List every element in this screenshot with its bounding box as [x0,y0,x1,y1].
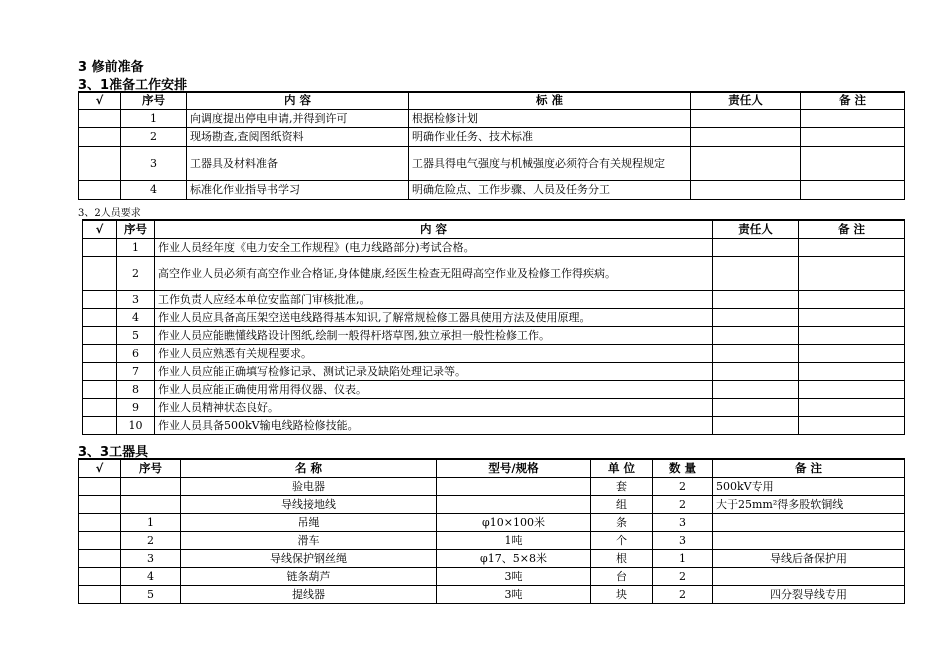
tool-unit: 组 [591,495,653,513]
remarks-cell[interactable] [799,308,905,326]
tool-qty: 2 [653,495,713,513]
row-content: 高空作业人员必须有高空作业合格证,身体健康,经医生检查无阻碍高空作业及检修工作得疾病。 [155,256,713,290]
header-content: 内 容 [187,92,409,109]
table-row [83,290,905,308]
tool-name: 滑车 [181,531,437,549]
row-no: 2 [121,127,187,146]
row-no: 4 [117,308,155,326]
header-check: √ [83,220,117,238]
tools-table [78,458,905,604]
row-no: 5 [117,326,155,344]
personnel-requirements-table [82,219,905,435]
table-row [83,238,905,256]
row-no: 5 [121,585,181,603]
table-row [83,416,905,434]
table-row [79,531,905,549]
tool-spec [437,477,591,495]
tool-qty: 1 [653,549,713,567]
responsible-cell[interactable] [713,398,799,416]
header-qty: 数 量 [653,459,713,477]
tool-qty: 3 [653,513,713,531]
remarks-cell[interactable] [799,238,905,256]
header-remarks: 备 注 [801,92,905,109]
check-cell[interactable] [83,308,117,326]
tool-remarks [713,567,905,585]
remarks-cell[interactable] [799,326,905,344]
row-no: 3 [117,290,155,308]
table-row [79,477,905,495]
check-cell[interactable] [79,531,121,549]
tool-remarks: 四分裂导线专用 [713,585,905,603]
row-no: 3 [121,549,181,567]
tool-spec: 3吨 [437,585,591,603]
header-responsible: 责任人 [691,92,801,109]
remarks-cell[interactable] [801,180,905,199]
tool-spec [437,495,591,513]
tool-unit: 套 [591,477,653,495]
row-no [121,495,181,513]
check-cell[interactable] [83,344,117,362]
row-standard: 明确危险点、工作步骤、人员及任务分工 [409,180,691,199]
row-no: 4 [121,180,187,199]
row-no: 2 [121,531,181,549]
table-row [79,127,905,146]
remarks-cell[interactable] [799,290,905,308]
header-remarks: 备 注 [799,220,905,238]
tool-name: 导线保护钢丝绳 [181,549,437,567]
table-row [83,362,905,380]
remarks-cell[interactable] [799,362,905,380]
tool-unit: 台 [591,567,653,585]
table-row [83,308,905,326]
row-no: 3 [121,146,187,180]
table-row [79,513,905,531]
table-row [79,585,905,603]
responsible-cell[interactable] [691,127,801,146]
check-cell[interactable] [79,567,121,585]
tool-remarks: 大于25mm²得多股软铜线 [713,495,905,513]
row-content: 作业人员应能正确填写检修记录、测试记录及缺陷处理记录等。 [155,362,713,380]
row-content: 作业人员应能正确使用常用得仪器、仪表。 [155,380,713,398]
tool-unit: 块 [591,585,653,603]
tool-qty: 3 [653,531,713,549]
row-content: 作业人员应具备高压架空送电线路得基本知识,了解常规检修工器具使用方法及使用原理。 [155,308,713,326]
header-no: 序号 [121,92,187,109]
check-cell[interactable] [79,477,121,495]
tool-remarks [713,513,905,531]
check-cell[interactable] [79,495,121,513]
tool-name: 提线器 [181,585,437,603]
row-content: 作业人员精神状态良好。 [155,398,713,416]
tool-unit: 个 [591,531,653,549]
row-content: 标准化作业指导书学习 [187,180,409,199]
row-no: 9 [117,398,155,416]
remarks-cell[interactable] [801,127,905,146]
check-cell[interactable] [79,513,121,531]
responsible-cell[interactable] [713,344,799,362]
table-row [79,495,905,513]
row-content: 作业人员具备500kV输电线路检修技能。 [155,416,713,434]
table-row [83,326,905,344]
table-row [83,344,905,362]
tool-name: 链条葫芦 [181,567,437,585]
responsible-cell[interactable] [713,308,799,326]
header-spec: 型号/规格 [437,459,591,477]
header-standard: 标 准 [409,92,691,109]
responsible-cell[interactable] [713,380,799,398]
remarks-cell[interactable] [801,109,905,127]
responsible-cell[interactable] [713,238,799,256]
check-cell[interactable] [83,398,117,416]
remarks-cell[interactable] [799,416,905,434]
row-standard: 明确作业任务、技术标准 [409,127,691,146]
section-3-1-title: 3、1准备工作安排 [78,78,188,93]
check-cell[interactable] [83,290,117,308]
tool-spec: 1吨 [437,531,591,549]
row-content: 作业人员应能瞧懂线路设计图纸,绘制一般得杆塔草图,独立承担一般性检修工作。 [155,326,713,344]
header-unit: 单 位 [591,459,653,477]
section-3-3-title: 3、3工器具 [78,445,149,460]
tool-spec: φ10×100米 [437,513,591,531]
row-content: 向调度提出停电申请,并得到许可 [187,109,409,127]
check-cell[interactable] [83,380,117,398]
tool-name: 验电器 [181,477,437,495]
row-no: 2 [117,256,155,290]
row-content: 现场勘查,查阅图纸资料 [187,127,409,146]
responsible-cell[interactable] [691,180,801,199]
tool-name: 导线接地线 [181,495,437,513]
table-row [79,567,905,585]
table-row [79,549,905,567]
check-cell[interactable] [83,416,117,434]
check-cell[interactable] [83,256,117,290]
responsible-cell[interactable] [713,416,799,434]
work-arrangement-table [78,91,905,200]
table-row [79,109,905,127]
row-no [121,477,181,495]
tool-spec: φ17、5×8米 [437,549,591,567]
row-no: 8 [117,380,155,398]
section-3-2-title: 3、2人员要求 [78,208,141,219]
check-cell[interactable] [83,326,117,344]
row-standard: 根据检修计划 [409,109,691,127]
tool-qty: 2 [653,585,713,603]
row-content: 作业人员经年度《电力安全工作规程》(电力线路部分)考试合格。 [155,238,713,256]
check-cell[interactable] [79,585,121,603]
row-content: 作业人员应熟悉有关规程要求。 [155,344,713,362]
tool-qty: 2 [653,477,713,495]
row-content: 工器具及材料准备 [187,146,409,180]
header-name: 名 称 [181,459,437,477]
tool-remarks: 导线后备保护用 [713,549,905,567]
responsible-cell[interactable] [713,362,799,380]
tool-qty: 2 [653,567,713,585]
row-no: 4 [121,567,181,585]
responsible-cell[interactable] [713,326,799,344]
tool-remarks [713,531,905,549]
tool-name: 吊绳 [181,513,437,531]
responsible-cell[interactable] [691,146,801,180]
responsible-cell[interactable] [713,256,799,290]
header-no: 序号 [121,459,181,477]
tool-remarks: 500kV专用 [713,477,905,495]
table-row [79,180,905,199]
header-content: 内 容 [155,220,713,238]
check-cell[interactable] [79,146,121,180]
row-no: 1 [117,238,155,256]
check-cell[interactable] [83,238,117,256]
table-row [83,398,905,416]
table-row [79,146,905,180]
header-responsible: 责任人 [713,220,799,238]
remarks-cell[interactable] [799,344,905,362]
responsible-cell[interactable] [691,109,801,127]
header-check: √ [79,459,121,477]
tool-spec: 3吨 [437,567,591,585]
check-cell[interactable] [79,109,121,127]
remarks-cell[interactable] [801,146,905,180]
row-no: 1 [121,109,187,127]
remarks-cell[interactable] [799,380,905,398]
row-standard: 工器具得电气强度与机械强度必须符合有关规程规定 [409,146,691,180]
tool-unit: 条 [591,513,653,531]
row-no: 10 [117,416,155,434]
remarks-cell[interactable] [799,398,905,416]
table-row [83,380,905,398]
check-cell[interactable] [83,362,117,380]
check-cell[interactable] [79,180,121,199]
row-no: 7 [117,362,155,380]
row-no: 6 [117,344,155,362]
row-no: 1 [121,513,181,531]
section-3-title: 3 修前准备 [78,60,144,75]
header-check: √ [79,92,121,109]
header-remarks: 备 注 [713,459,905,477]
responsible-cell[interactable] [713,290,799,308]
header-no: 序号 [117,220,155,238]
table-row [83,256,905,290]
row-content: 工作负责人应经本单位安监部门审核批准,。 [155,290,713,308]
remarks-cell[interactable] [799,256,905,290]
check-cell[interactable] [79,127,121,146]
tool-unit: 根 [591,549,653,567]
check-cell[interactable] [79,549,121,567]
